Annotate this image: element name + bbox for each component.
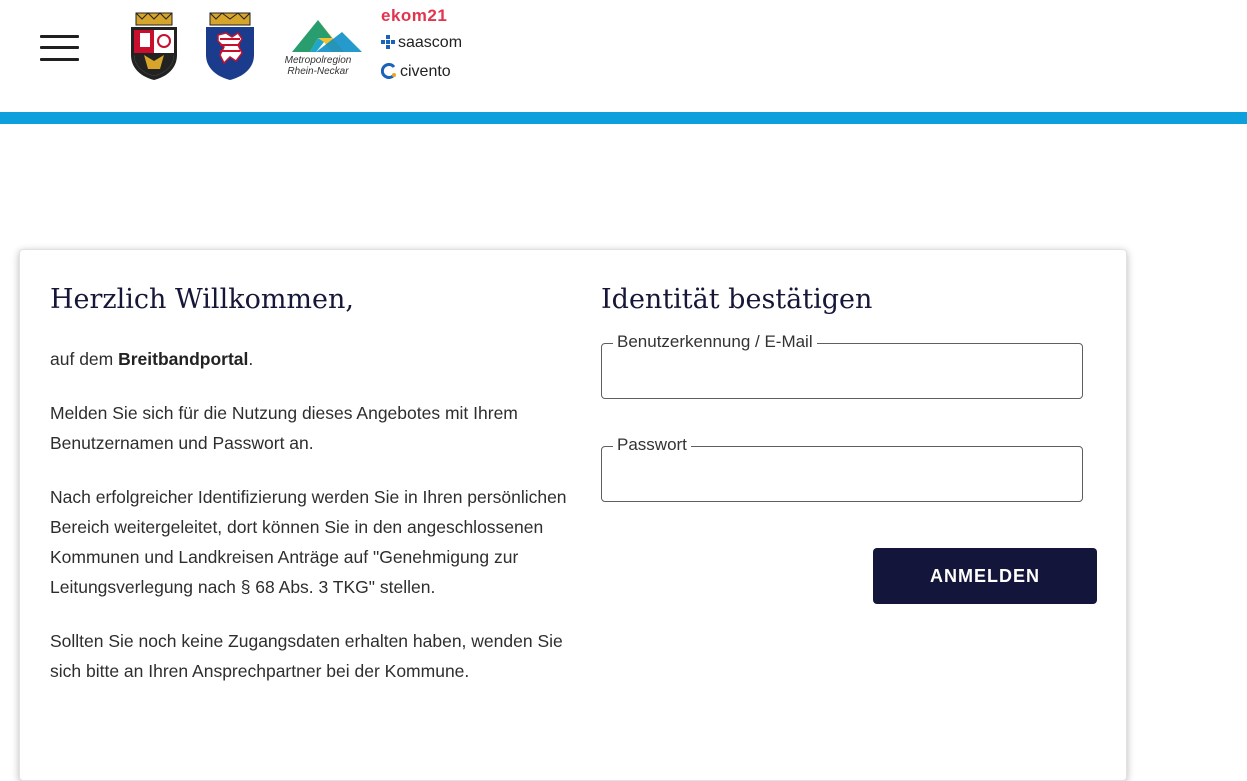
menu-line xyxy=(40,58,79,61)
saascom-label: saascom xyxy=(398,34,463,51)
login-title: Identität bestätigen xyxy=(601,284,873,315)
ekom21-logo: ekom21 xyxy=(381,6,448,25)
menu-line xyxy=(40,35,79,38)
welcome-section xyxy=(50,282,570,686)
saascom-logo xyxy=(381,34,462,54)
coat-of-arms-rp-icon xyxy=(126,11,182,81)
intro-prefix: auf dem xyxy=(50,349,119,369)
portal-name: Breitbandportal xyxy=(118,349,249,369)
metro-line-2: Rhein-Neckar xyxy=(287,66,349,77)
login-card xyxy=(19,249,1127,781)
password-field[interactable] xyxy=(601,435,1083,502)
header-accent-bar xyxy=(0,112,1247,124)
username-field[interactable] xyxy=(601,332,1083,399)
coat-of-arms-hesse-icon xyxy=(202,11,258,81)
intro-suffix: . xyxy=(248,349,254,369)
metro-line-1: Metropolregion xyxy=(284,55,352,66)
welcome-intro xyxy=(50,344,570,374)
welcome-title: Herzlich Willkommen, xyxy=(50,284,354,315)
password-label: Passwort xyxy=(613,434,691,456)
welcome-redirect-info: Nach erfolgreicher Identifizierung werden Sie in Ihren persönlichen Bereich weitergeleitet, dort können Sie in den angeschlossenen Kommunen und Landkreisen Anträge auf "Genehmigung zur Leitungsverlegung nach § 68 Abs. 3 TKG" stellen. xyxy=(50,487,567,597)
username-label: Benutzerkennung / E-Mail xyxy=(613,331,817,353)
metropolregion-label xyxy=(272,55,364,77)
civento-logo xyxy=(381,63,451,81)
menu-line xyxy=(40,46,79,49)
saascom-mark-icon xyxy=(381,35,395,49)
welcome-contact-info: Sollten Sie noch keine Zugangsdaten erhalten haben, wenden Sie sich bitte an Ihren Ansprechpartner bei der Kommune. xyxy=(50,631,563,681)
civento-mark-icon xyxy=(381,63,397,79)
hamburger-menu-icon[interactable] xyxy=(40,34,80,62)
civento-label: civento xyxy=(400,63,451,80)
welcome-login-hint: Melden Sie sich für die Nutzung dieses Angebotes mit Ihrem Benutzernamen und Passwort an. xyxy=(50,403,518,453)
login-button[interactable]: ANMELDEN xyxy=(873,548,1097,604)
login-form xyxy=(601,282,1101,586)
site-header xyxy=(0,0,1247,112)
